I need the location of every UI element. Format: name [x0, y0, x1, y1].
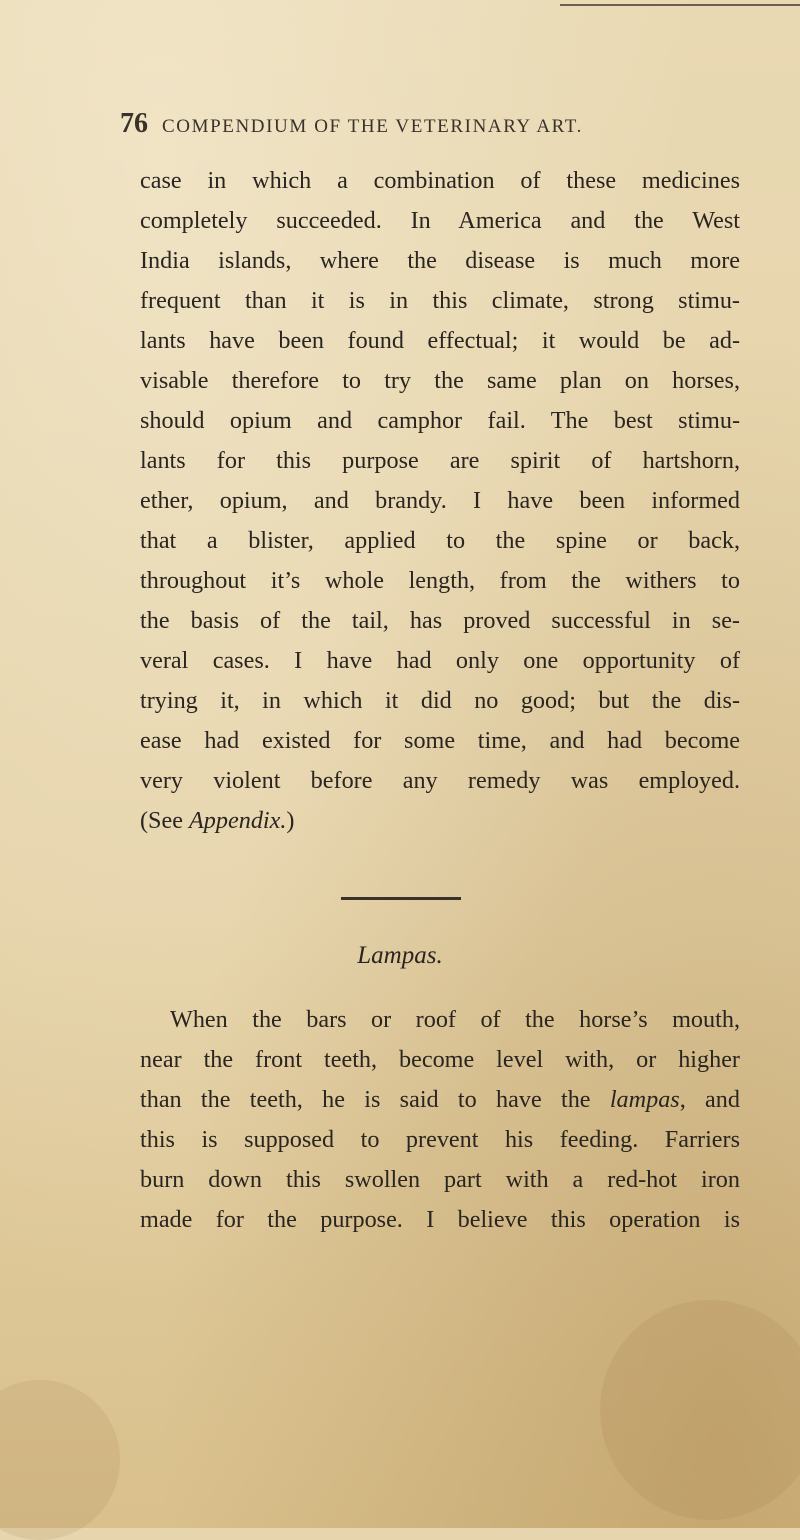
appendix-note-prefix: (See: [140, 807, 190, 834]
text-line: When the bars or roof of the horse’s mouth,: [170, 1006, 740, 1033]
text-line: near the front teeth, become level with, or higher: [140, 1046, 740, 1073]
text-line: completely succeeded. In America and the West: [140, 207, 740, 234]
text-line: [140, 1080, 740, 1120]
text-line: very violent before any remedy was employed.: [140, 767, 740, 794]
text-line: India islands, where the disease is much more: [140, 247, 740, 274]
paper-stain: [0, 1380, 120, 1540]
text-line: lants have been found effectual; it would be ad-: [140, 327, 740, 354]
text-line: ether, opium, and brandy. I have been informed: [140, 487, 740, 514]
text-line: veral cases. I have had only one opportunity of: [140, 647, 740, 674]
text-line: trying it, in which it did no good; but the dis-: [140, 687, 740, 714]
text-line: the basis of the tail, has proved successful in se-: [140, 607, 740, 634]
text-line: visable therefore to try the same plan on horses,: [140, 367, 740, 394]
section-heading: Lampas.: [357, 942, 443, 969]
text-line: frequent than it is in this climate, strong stimu-: [140, 287, 740, 314]
text-line: burn down this swollen part with a red-hot iron: [140, 1166, 740, 1193]
paper-stain: [600, 1300, 800, 1520]
running-head: [120, 108, 583, 148]
text-line: should opium and camphor fail. The best stimu-: [140, 407, 740, 434]
text-line: this is supposed to prevent his feeding. Farriers: [140, 1126, 740, 1153]
running-head-title: COMPENDIUM OF THE VETERINARY ART.: [162, 116, 583, 137]
appendix-link-text: Appendix.: [189, 807, 287, 834]
top-edge-rule: [560, 4, 800, 6]
text-line: ease had existed for some time, and had become: [140, 727, 740, 754]
term-lampas: lampas: [609, 1086, 680, 1113]
text-line-start: than the teeth, he is said to have the: [140, 1086, 610, 1113]
section-divider: [341, 897, 461, 900]
text-line: made for the purpose. I believe this operation is: [140, 1206, 740, 1233]
text-line-end: , and: [679, 1086, 740, 1113]
text-line: case in which a combination of these medicines: [140, 167, 740, 194]
page-number: 76: [120, 108, 148, 139]
text-line: throughout it’s whole length, from the withers to: [140, 567, 740, 594]
appendix-note-suffix: ): [286, 807, 295, 834]
appendix-note: [140, 801, 740, 841]
text-line: lants for this purpose are spirit of hartshorn,: [140, 447, 740, 474]
text-line: that a blister, applied to the spine or back,: [140, 527, 740, 554]
